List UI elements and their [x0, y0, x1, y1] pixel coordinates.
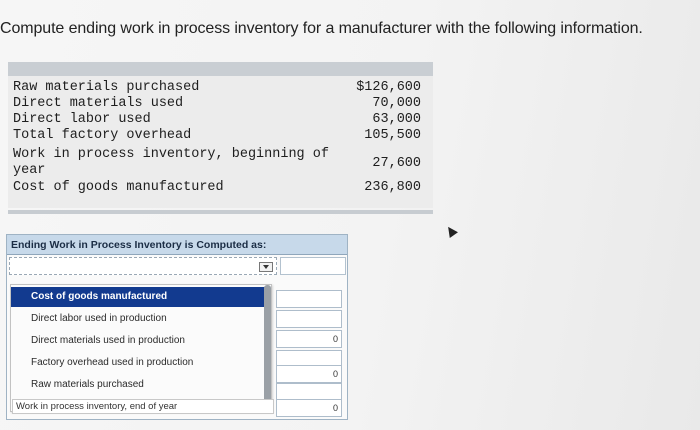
amount-input[interactable]: 0	[276, 330, 342, 348]
info-table	[8, 62, 433, 208]
info-value: 236,800	[364, 180, 421, 195]
dropdown-option[interactable]: Factory overhead used in production	[31, 357, 194, 368]
info-label: Raw materials purchased	[13, 80, 200, 95]
info-value: 70,000	[372, 96, 421, 111]
info-value: 27,600	[372, 156, 421, 171]
info-label: Work in process inventory, beginning of year	[13, 147, 329, 178]
answer-header: Ending Work in Process Inventory is Computed as:	[7, 235, 347, 255]
info-value: 105,500	[364, 128, 421, 143]
account-select[interactable]	[9, 257, 277, 275]
info-label: Cost of goods manufactured	[13, 180, 224, 195]
info-label: Total factory overhead	[13, 128, 192, 143]
info-label: Direct materials used	[13, 96, 184, 111]
dropdown-option[interactable]: Direct labor used in production	[31, 313, 167, 324]
account-dropdown-list[interactable]	[10, 284, 272, 412]
dropdown-option[interactable]: Raw materials purchased	[31, 379, 144, 390]
dropdown-scrollbar[interactable]	[264, 285, 271, 411]
header-amount-input[interactable]	[280, 257, 346, 275]
dropdown-option[interactable]: Direct materials used in production	[31, 335, 185, 346]
info-label: Direct labor used	[13, 112, 151, 127]
question-text: Compute ending work in process inventory for a manufacturer with the following information.	[0, 20, 643, 37]
amount-input[interactable]: 0	[276, 365, 342, 383]
info-value: 63,000	[372, 112, 421, 127]
info-value: $126,600	[356, 80, 421, 95]
ending-wip-input[interactable]: 0	[276, 399, 342, 417]
chevron-down-icon[interactable]	[259, 262, 273, 272]
ending-wip-label: Work in process inventory, end of year	[12, 399, 274, 414]
amount-input[interactable]	[276, 290, 342, 308]
dropdown-option[interactable]: Cost of goods manufactured	[11, 287, 265, 307]
amount-input[interactable]	[276, 310, 342, 328]
mouse-cursor-icon	[444, 224, 458, 238]
